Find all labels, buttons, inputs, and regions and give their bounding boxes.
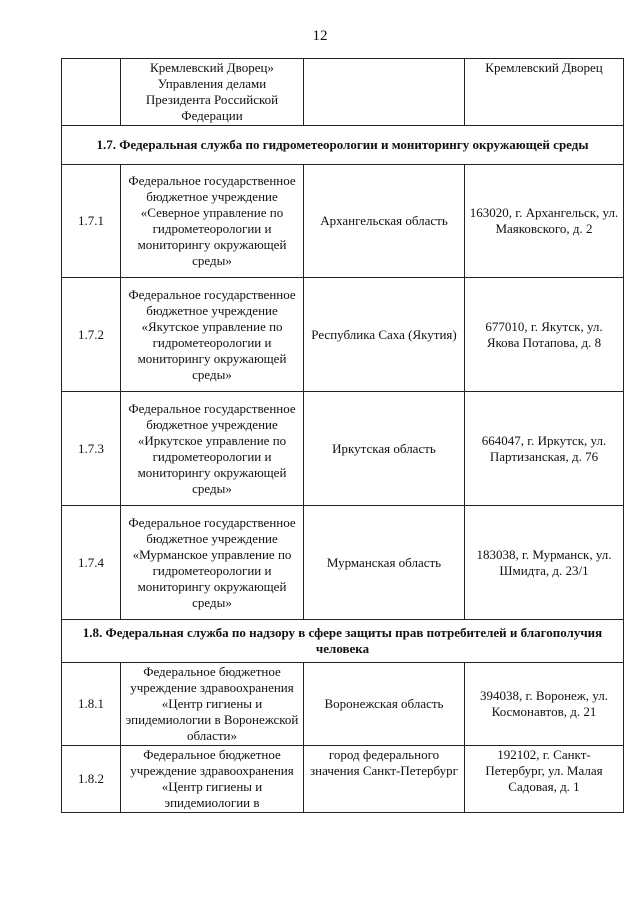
row-number: 1.8.1 bbox=[62, 663, 121, 746]
table-row bbox=[62, 59, 624, 126]
row-number: 1.7.3 bbox=[62, 392, 121, 506]
organization-name: Федеральное бюджетное учреждение здравоохранения «Центр гигиены и эпидемиологии в Воронежской области» bbox=[121, 663, 304, 746]
section-header bbox=[62, 620, 624, 663]
address: 163020, г. Архангельск, ул. Маяковского, д. 2 bbox=[465, 165, 624, 278]
row-number: 1.7.2 bbox=[62, 278, 121, 392]
table-row bbox=[62, 278, 624, 392]
organization-name: Кремлевский Дворец» Управления делами Президента Российской Федерации bbox=[121, 59, 304, 126]
region: Архангельская область bbox=[304, 165, 465, 278]
address: Кремлевский Дворец bbox=[465, 59, 624, 126]
page-number: 12 bbox=[312, 28, 328, 44]
table-row bbox=[62, 663, 624, 746]
table-row bbox=[62, 506, 624, 620]
region: Воронежская область bbox=[304, 663, 465, 746]
section-title: 1.8. Федеральная служба по надзору в сфере защиты прав потребителей и благополучия человека bbox=[62, 620, 624, 663]
region: Мурманская область bbox=[304, 506, 465, 620]
organization-name: Федеральное бюджетное учреждение здравоохранения «Центр гигиены и эпидемиологии в bbox=[121, 746, 304, 813]
table-row bbox=[62, 165, 624, 278]
address: 183038, г. Мурманск, ул. Шмидта, д. 23/1 bbox=[465, 506, 624, 620]
address: 192102, г. Санкт-Петербург, ул. Малая Садовая, д. 1 bbox=[465, 746, 624, 813]
section-title: 1.7. Федеральная служба по гидрометеорологии и мониторингу окружающей среды bbox=[62, 126, 624, 165]
address: 677010, г. Якутск, ул. Якова Потапова, д. 8 bbox=[465, 278, 624, 392]
region: Иркутская область bbox=[304, 392, 465, 506]
row-number: 1.7.1 bbox=[62, 165, 121, 278]
table-row bbox=[62, 392, 624, 506]
row-number: 1.8.2 bbox=[62, 746, 121, 813]
organization-name: Федеральное государственное бюджетное учреждение «Мурманское управление по гидрометеорологии и мониторингу окружающей среды» bbox=[121, 506, 304, 620]
address: 664047, г. Иркутск, ул. Партизанская, д. 76 bbox=[465, 392, 624, 506]
organization-name: Федеральное государственное бюджетное учреждение «Иркутское управление по гидрометеорологии и мониторингу окружающей среды» bbox=[121, 392, 304, 506]
row-number bbox=[62, 59, 121, 126]
section-header bbox=[62, 126, 624, 165]
row-number: 1.7.4 bbox=[62, 506, 121, 620]
organizations-table bbox=[61, 58, 624, 813]
organization-name: Федеральное государственное бюджетное учреждение «Якутское управление по гидрометеорологии и мониторингу окружающей среды» bbox=[121, 278, 304, 392]
region: Республика Саха (Якутия) bbox=[304, 278, 465, 392]
organization-name: Федеральное государственное бюджетное учреждение «Северное управление по гидрометеорологии и мониторингу окружающей среды» bbox=[121, 165, 304, 278]
region bbox=[304, 59, 465, 126]
table-row bbox=[62, 746, 624, 813]
address: 394038, г. Воронеж, ул. Космонавтов, д. 21 bbox=[465, 663, 624, 746]
region: город федерального значения Санкт-Петербург bbox=[304, 746, 465, 813]
